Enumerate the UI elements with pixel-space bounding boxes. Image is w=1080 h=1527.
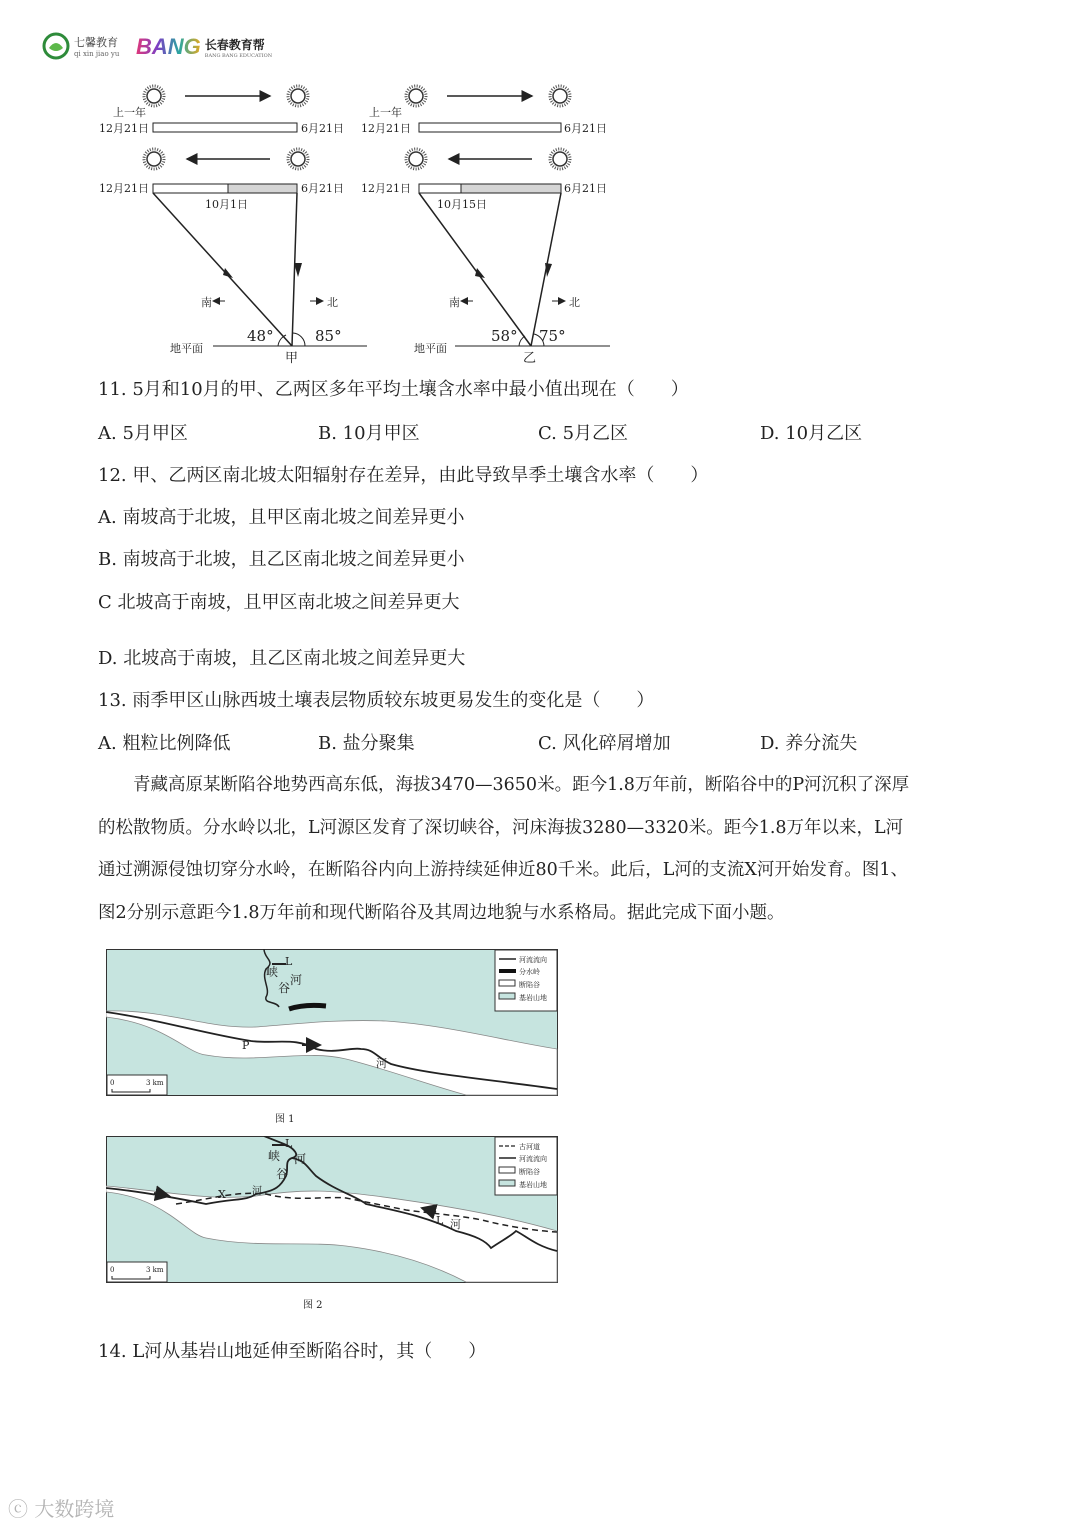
map-label-gorge: 峡: [268, 1149, 281, 1163]
passage-line: 通过溯源侵蚀切穿分水岭，在断陷谷内向上游持续延伸近80千米。此后，L河的支流X河开始发育。图1、: [98, 860, 908, 880]
map-label-river: 河: [450, 1218, 461, 1231]
angle-south: 48°: [247, 327, 274, 345]
question-12: 12. 甲、乙两区南北坡太阳辐射存在差异，由此导致旱季土壤含水率（ ）: [98, 465, 709, 486]
question-11: 11. 5月和10月的甲、乙两区多年平均土壤含水率中最小值出现在（ ）: [98, 379, 689, 400]
question-13: 13. 雨季甲区山脉西坡土壤表层物质较东坡更易发生的变化是（ ）: [98, 690, 655, 711]
watermark-icon: ⓒ: [8, 1497, 35, 1521]
figure-2-map: [106, 1136, 558, 1284]
qixin-logo-icon: [42, 32, 70, 60]
logo-subtext: qi xin jiao yu: [74, 50, 120, 58]
scale-zero: 0: [110, 1079, 115, 1087]
diagram-jia: [99, 86, 367, 366]
dec21-label: 12月21日: [99, 182, 149, 195]
watermark-text: 大数跨境: [34, 1497, 115, 1521]
scale-label: 3 km: [146, 1266, 164, 1274]
map-label-river: 河: [294, 1152, 307, 1166]
passage-line: 青藏高原某断陷谷地势西高东低，海拔3470—3650米。距今1.8万年前，断陷谷中的P河沉积了深厚: [133, 775, 910, 795]
jun21-label: 6月21日: [564, 182, 607, 195]
jun21-label: 6月21日: [564, 122, 607, 135]
figure-1-caption: 图 1: [275, 1114, 295, 1125]
site-label: 甲: [285, 351, 299, 366]
diagram-yi: [361, 86, 610, 366]
jun21-label: 6月21日: [301, 122, 344, 135]
q12-option-a: A. 南坡高于北坡，且甲区南北坡之间差异更小: [98, 507, 465, 528]
map-legend: [495, 950, 557, 1011]
date-label: 10月1日: [205, 198, 248, 211]
legend-item: 基岩山地: [519, 994, 547, 1002]
north-label: 北: [569, 296, 580, 309]
watermark: [8, 1493, 114, 1522]
south-label: 南: [201, 296, 212, 309]
figure-1-map: [106, 949, 558, 1097]
q11-option-c: C. 5月乙区: [538, 423, 629, 444]
q13-option-d: D. 养分流失: [760, 733, 858, 754]
q11-option-d: D. 10月乙区: [760, 423, 863, 444]
q11-option-b: B. 10月甲区: [318, 423, 420, 444]
legend-item: 断陷谷: [519, 981, 540, 989]
logo-text: 七馨教育: [74, 36, 118, 49]
map-label-gorge: 谷: [278, 981, 291, 995]
angle-north: 85°: [315, 327, 342, 345]
angle-north: 75°: [539, 327, 566, 345]
map-label-L: L: [285, 1137, 293, 1150]
map-label-gorge: 谷: [276, 1167, 289, 1181]
legend-item: 断陷谷: [519, 1168, 540, 1176]
map-label-X: X: [218, 1188, 226, 1201]
dec21-label: 12月21日: [361, 182, 411, 195]
scale-zero: 0: [110, 1266, 115, 1274]
q13-option-b: B. 盐分聚集: [318, 733, 415, 754]
prev-year-label: 上一年: [369, 106, 402, 119]
legend-item: 河流流向: [519, 1155, 547, 1163]
q12-option-d: D. 北坡高于南坡，且乙区南北坡之间差异更大: [98, 648, 466, 669]
q12-option-c: C 北坡高于南坡，且甲区南北坡之间差异更大: [98, 592, 460, 613]
map-label-gorge: 峡: [266, 965, 279, 979]
passage-line: 的松散物质。分水岭以北，L河源区发育了深切峡谷，河床海拔3280—3320米。距今1.8万年以来，L河: [98, 818, 904, 838]
angle-south: 58°: [491, 327, 518, 345]
north-label: 北: [327, 296, 338, 309]
legend-item: 分水岭: [519, 968, 540, 976]
figure-2-caption: 图 2: [303, 1300, 323, 1311]
scale-label: 3 km: [146, 1079, 164, 1087]
map-label-river: 河: [252, 1186, 262, 1197]
passage-line: 图2分别示意距今1.8万年前和现代断陷谷及其周边地貌与水系格局。据此完成下面小题。: [98, 903, 785, 923]
qixin-logo: [42, 32, 119, 60]
question-14: 14. L河从基岩山地延伸至断陷谷时，其（ ）: [98, 1341, 487, 1362]
bang-logo: [136, 34, 272, 60]
logo2-subtext: BANG BANG EDUCATION: [204, 52, 273, 59]
q13-option-a: A. 粗粒比例降低: [98, 733, 231, 754]
map-legend: [495, 1137, 557, 1195]
ground-label: 地平面: [414, 342, 447, 355]
prev-year-label: 上一年: [113, 106, 146, 119]
map-label-river: 河: [290, 973, 303, 987]
q11-option-a: A. 5月甲区: [98, 423, 188, 444]
south-label: 南: [449, 296, 460, 309]
ground-label: 地平面: [170, 342, 203, 355]
site-label: 乙: [523, 351, 537, 366]
q12-option-b: B. 南坡高于北坡，且乙区南北坡之间差异更小: [98, 549, 465, 570]
date-label: 10月15日: [437, 198, 487, 211]
map-label-river: 河: [376, 1057, 387, 1070]
legend-item: 基岩山地: [519, 1181, 547, 1189]
legend-item: 古河道: [519, 1143, 540, 1151]
logo2-text: 长春教育帮: [204, 37, 265, 52]
sun-angle-diagram: [95, 78, 635, 368]
q13-option-c: C. 风化碎屑增加: [538, 733, 671, 754]
map-label-L: L: [436, 1214, 444, 1227]
jun21-label: 6月21日: [301, 182, 344, 195]
map-label-P: P: [242, 1039, 250, 1052]
map-label-L: L: [285, 955, 293, 968]
legend-item: 河流流向: [519, 956, 547, 964]
dec21-label: 12月21日: [99, 122, 149, 135]
bang-mark: BANG: [136, 34, 201, 59]
dec21-label: 12月21日: [361, 122, 411, 135]
